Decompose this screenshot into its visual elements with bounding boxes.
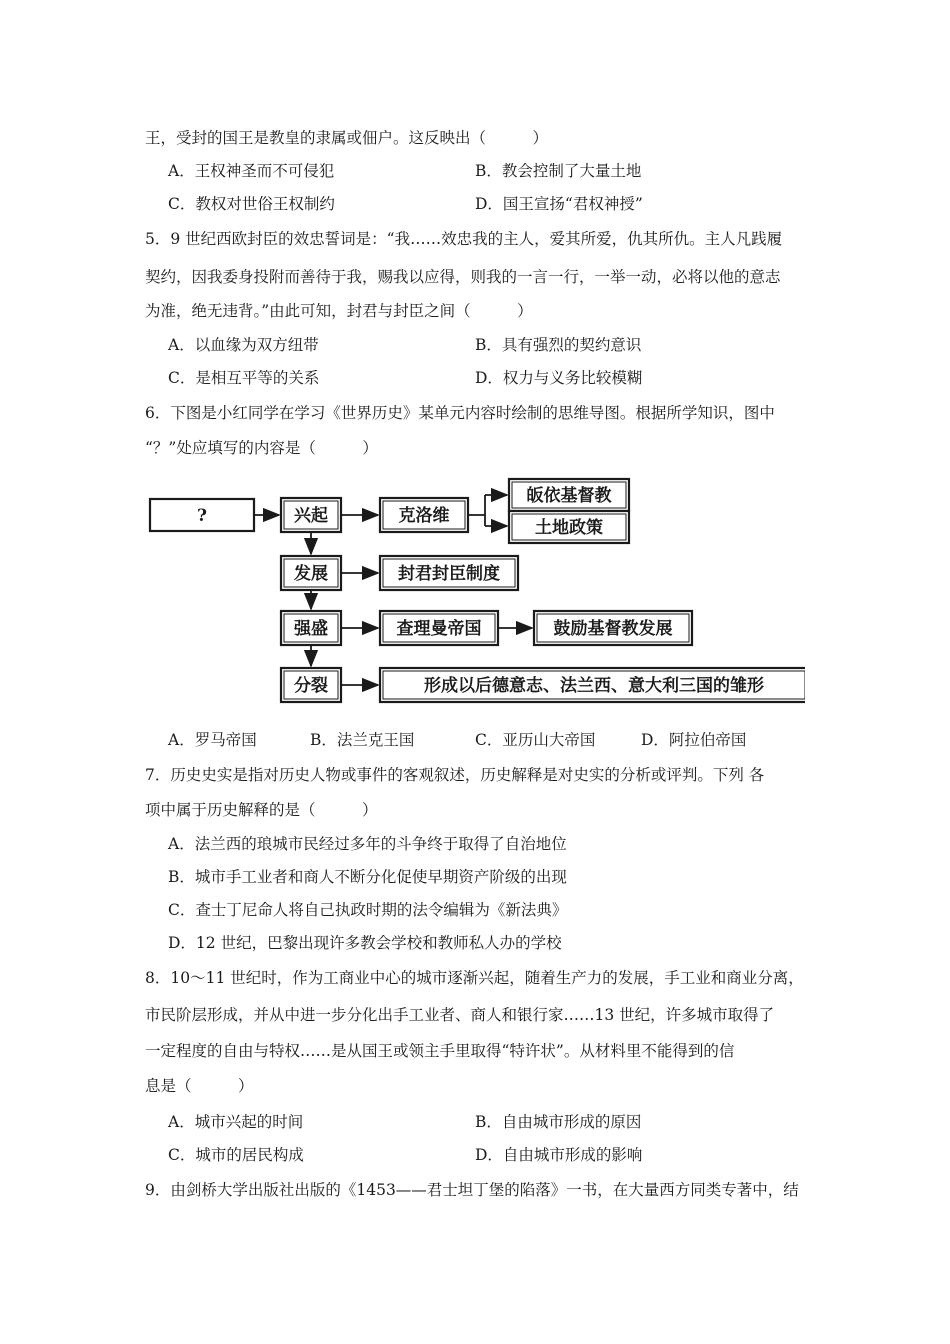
rise-label: 克洛维 [398, 506, 450, 526]
option-b: B．城市手工业者和商人不断分化促使早期资产阶级的出现 [168, 868, 567, 886]
prosper-child [534, 611, 692, 645]
option-a: A．罗马帝国 [168, 731, 257, 749]
prosper-node [380, 611, 498, 645]
develop-node [380, 556, 518, 590]
question-7-line: 项中属于历史解释的是（ ） [145, 801, 378, 819]
option-b: B．具有强烈的契约意识 [475, 336, 642, 354]
rise-child-1 [509, 479, 629, 511]
option-a: A．法兰西的琅城市民经过多年的斗争终于取得了自治地位 [168, 835, 567, 853]
option-b: B．教会控制了大量土地 [475, 162, 642, 180]
question-9-line: 9．由剑桥大学出版社出版的《1453——君士坦丁堡的陷落》一书，在大量西方同类专著中，结 [145, 1181, 799, 1199]
prosper-label: 查理曼帝国 [396, 619, 482, 639]
question-4-stem: 王，受封的国王是教皇的隶属或佃户。这反映出（ ） [145, 129, 549, 147]
question-8-line: 8．10～11 世纪时，作为工商业中心的城市逐渐兴起，随着生产力的发展，手工业和商业分离， [145, 969, 804, 987]
rise-child-label: 皈依基督教 [526, 486, 612, 506]
stage-node-split [281, 668, 341, 702]
mind-map-diagram [145, 470, 805, 710]
question-8-line: 一定程度的自由与特权……是从国王或领主手里取得“特许状”。从材料里不能得到的信 [145, 1042, 735, 1060]
stage-label: 发展 [294, 564, 328, 584]
option-b: B．法兰克王国 [310, 731, 415, 749]
question-5-line: 契约，因我委身投附而善待于我，赐我以应得，则我的一言一行，一举一动，必将以他的意志 [145, 268, 781, 286]
split-node [380, 668, 805, 702]
stage-label: 兴起 [294, 506, 328, 526]
question-5-line: 5．9 世纪西欧封臣的效忠誓词是：“我……效忠我的主人，爱其所爱，仇其所仇。主人凡践履 [145, 230, 783, 248]
option-a: A．王权神圣而不可侵犯 [168, 162, 335, 180]
root-node [150, 499, 254, 531]
stage-node-rise [281, 498, 341, 532]
develop-label: 封君封臣制度 [398, 564, 500, 584]
question-6-line: “？”处应填写的内容是（ ） [145, 439, 378, 457]
prosper-child-label: 鼓励基督教发展 [553, 619, 673, 639]
option-d: D．12 世纪，巴黎出现许多教会学校和教师私人办的学校 [168, 934, 562, 952]
option-c: C．城市的居民构成 [168, 1146, 304, 1164]
rise-child-2 [509, 511, 629, 543]
option-c: C．是相互平等的关系 [168, 369, 320, 387]
option-c: C．亚历山大帝国 [475, 731, 596, 749]
question-8-line: 息是（ ） [145, 1077, 254, 1095]
question-6-line: 6．下图是小红同学在学习《世界历史》某单元内容时绘制的思维导图。根据所学知识，图中 [145, 404, 775, 422]
option-d: D．阿拉伯帝国 [641, 731, 747, 749]
question-5-line: 为准，绝无违背。”由此可知，封君与封臣之间（ ） [145, 302, 533, 320]
option-c: C．查士丁尼命人将自己执政时期的法令编辑为《新法典》 [168, 901, 568, 919]
option-d: D．国王宣扬“君权神授” [475, 195, 643, 213]
stage-node-prosper [281, 611, 341, 645]
option-a: A．以血缘为双方纽带 [168, 336, 319, 354]
option-c: C．教权对世俗王权制约 [168, 195, 335, 213]
option-a: A．城市兴起的时间 [168, 1113, 304, 1131]
option-d: D．权力与义务比较模糊 [475, 369, 643, 387]
rise-child-label: 土地政策 [535, 518, 603, 538]
stage-label: 分裂 [294, 676, 328, 696]
stage-label: 强盛 [294, 619, 328, 639]
rise-node [380, 498, 468, 532]
question-8-line: 市民阶层形成，并从中进一步分化出手工业者、商人和银行家……13 世纪，许多城市取得了 [145, 1006, 775, 1024]
split-label: 形成以后德意志、法兰西、意大利三国的雏形 [424, 676, 764, 696]
option-d: D．自由城市形成的影响 [475, 1146, 643, 1164]
root-label: ? [197, 506, 207, 526]
option-b: B．自由城市形成的原因 [475, 1113, 642, 1131]
stage-node-develop [281, 556, 341, 590]
question-7-line: 7．历史史实是指对历史人物或事件的客观叙述，历史解释是对史实的分析或评判。下列 各 [145, 766, 765, 784]
